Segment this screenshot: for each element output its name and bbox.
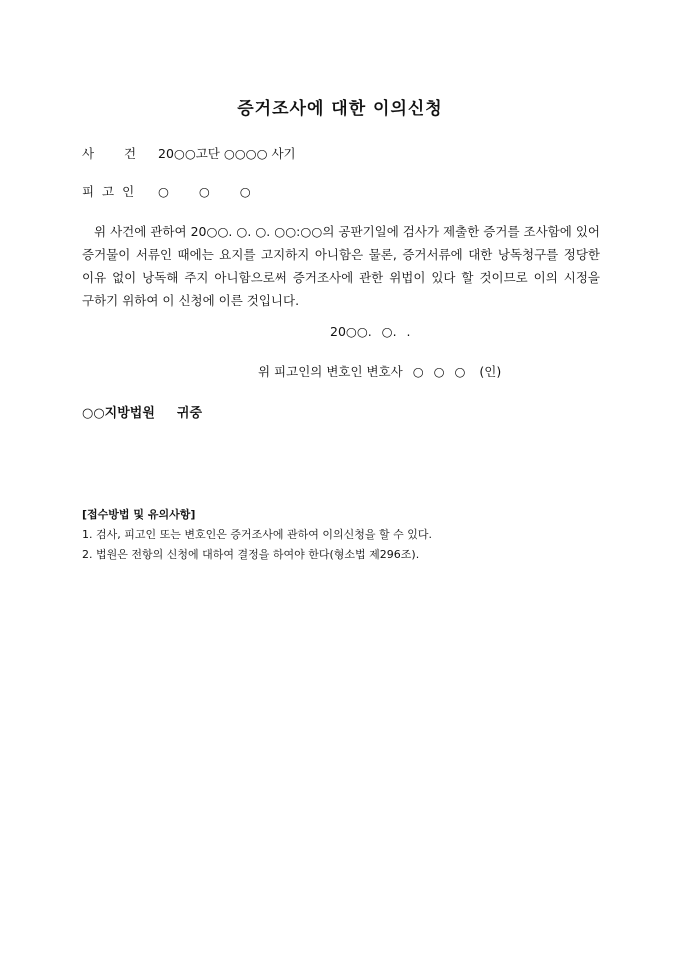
signer-name: ○ ○ ○ xyxy=(412,364,466,379)
court-addressee xyxy=(82,402,202,421)
filing-date: 20○○. ○. . xyxy=(330,324,411,339)
notes-item: 1. 검사, 피고인 또는 변호인은 증거조사에 관하여 이의신청을 할 수 있다. xyxy=(82,528,432,541)
defendant-value: ○ ○ ○ xyxy=(158,184,251,199)
case-value: 20○○고단 ○○○○ 사기 xyxy=(158,146,296,161)
notes-item: 2. 법원은 전항의 신청에 대하여 결정을 하여야 한다(형소법 제296조). xyxy=(82,548,420,561)
court-suffix: 귀중 xyxy=(176,406,203,421)
document-title: 증거조사에 대한 이의신청 xyxy=(237,99,443,119)
defendant-label: 피 고 인 xyxy=(82,184,135,199)
signer-role: 위 피고인의 변호인 변호사 xyxy=(258,364,403,379)
case-label: 사 건 xyxy=(82,146,137,161)
case-row xyxy=(82,144,296,162)
notes-title: [접수방법 및 유의사항] xyxy=(82,508,196,521)
court-name: ○○지방법원 xyxy=(82,406,155,421)
notes-section xyxy=(82,505,602,565)
defendant-row xyxy=(82,182,251,200)
signer-line xyxy=(258,362,501,380)
seal-mark: (인) xyxy=(479,364,502,379)
petition-body: 위 사건에 관하여 20○○. ○. ○. ○○:○○의 공판기일에 검사가 제출한 증거를 조사함에 있어 증거물이 서류인 때에는 요지를 고지하지 아니함은 물론, 증거서류에 대한 낭독청구를 정당한 이유 없이 낭독해 주지 아니함으로써 증거조사에 관한 위법이 있다 할 것이므로 이의 시정을 구하기 위하여 이 신청에 이른 것입니다. xyxy=(82,224,600,308)
